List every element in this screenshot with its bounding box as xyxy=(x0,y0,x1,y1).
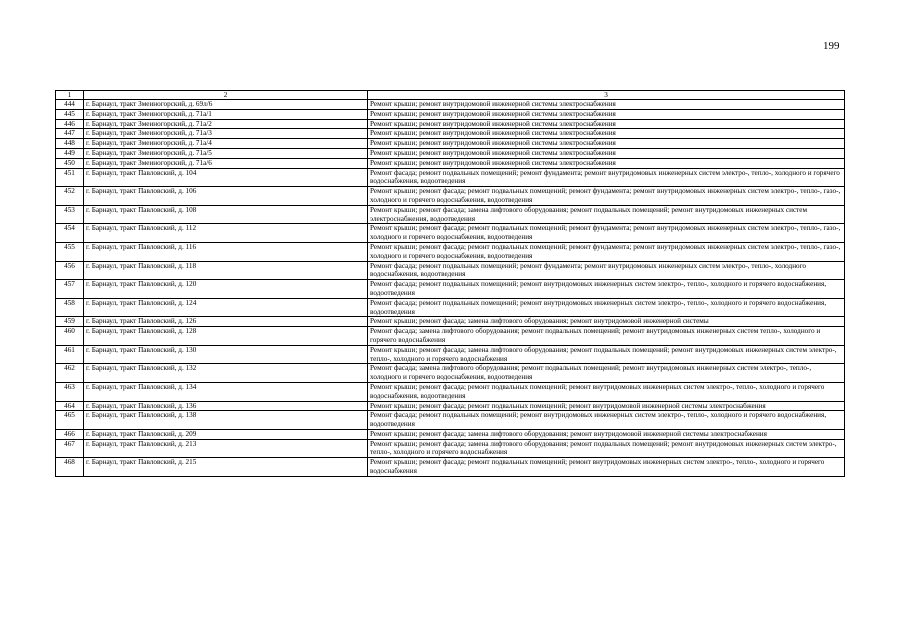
table-row xyxy=(56,345,845,364)
table-row xyxy=(56,129,845,139)
row-number-cell: 446 xyxy=(56,119,84,129)
row-address-cell: г. Барнаул, тракт Павловский, д. 112 xyxy=(84,224,368,243)
row-works-cell: Ремонт крыши; ремонт внутридомовой инженерной системы электроснабжения xyxy=(368,148,845,158)
row-number-cell: 459 xyxy=(56,317,84,327)
row-number-cell: 461 xyxy=(56,345,84,364)
table-row xyxy=(56,429,845,439)
row-number-cell: 449 xyxy=(56,148,84,158)
row-address-cell: г. Барнаул, тракт Павловский, д. 138 xyxy=(84,411,368,430)
row-address-cell: г. Барнаул, тракт Павловский, д. 116 xyxy=(84,242,368,261)
table-row xyxy=(56,280,845,299)
table-body xyxy=(56,100,845,477)
row-number-cell: 444 xyxy=(56,100,84,110)
row-number-cell: 462 xyxy=(56,364,84,383)
row-address-cell: г. Барнаул, тракт Павловский, д. 124 xyxy=(84,298,368,317)
row-address-cell: г. Барнаул, тракт Павловский, д. 118 xyxy=(84,261,368,280)
row-address-cell: г. Барнаул, тракт Павловский, д. 108 xyxy=(84,205,368,224)
row-address-cell: г. Барнаул, тракт Павловский, д. 126 xyxy=(84,317,368,327)
table-row xyxy=(56,242,845,261)
row-address-cell: г. Барнаул, тракт Павловский, д. 136 xyxy=(84,401,368,411)
row-works-cell: Ремонт крыши; ремонт фасада; замена лифтового оборудования; ремонт внутридомовой инженерной системы электроснабжения xyxy=(368,429,845,439)
row-address-cell: г. Барнаул, тракт Павловский, д. 106 xyxy=(84,187,368,206)
table-row xyxy=(56,382,845,401)
row-works-cell: Ремонт крыши; ремонт фасада; замена лифтового оборудования; ремонт внутридомовой инженерной системы xyxy=(368,317,845,327)
table-row xyxy=(56,109,845,119)
table-row xyxy=(56,100,845,110)
row-number-cell: 452 xyxy=(56,187,84,206)
table-row xyxy=(56,158,845,168)
row-address-cell: г. Барнаул, тракт Змеиногорский, д. 69л/6 xyxy=(84,100,368,110)
row-number-cell: 467 xyxy=(56,439,84,458)
row-address-cell: г. Барнаул, тракт Змеиногорский, д. 71а/6 xyxy=(84,158,368,168)
table-row xyxy=(56,139,845,149)
column-header-address: 2 xyxy=(84,91,368,100)
row-works-cell: Ремонт крыши; ремонт фасада; ремонт подвальных помещений; ремонт внутридомовой инженерной системы электроснабжения xyxy=(368,401,845,411)
table-row xyxy=(56,439,845,458)
row-works-cell: Ремонт крыши; ремонт фасада; ремонт подвальных помещений; ремонт внутридомовых инженерных систем электро-, тепло-, холодного и горячего водоснабжения, водоотведения xyxy=(368,382,845,401)
row-number-cell: 463 xyxy=(56,382,84,401)
row-number-cell: 466 xyxy=(56,429,84,439)
row-number-cell: 445 xyxy=(56,109,84,119)
table-row xyxy=(56,401,845,411)
column-header-works: 3 xyxy=(368,91,845,100)
table-row xyxy=(56,458,845,477)
table-row xyxy=(56,187,845,206)
row-number-cell: 465 xyxy=(56,411,84,430)
row-number-cell: 451 xyxy=(56,168,84,187)
table-row xyxy=(56,148,845,158)
row-address-cell: г. Барнаул, тракт Павловский, д. 134 xyxy=(84,382,368,401)
row-number-cell: 464 xyxy=(56,401,84,411)
row-works-cell: Ремонт фасада; замена лифтового оборудования; ремонт подвальных помещений; ремонт внутридомовых инженерных систем тепло-, холодного и горячего водоснабжения xyxy=(368,327,845,346)
row-works-cell: Ремонт фасада; замена лифтового оборудования; ремонт подвальных помещений; ремонт внутридомовых инженерных систем электро-, тепло-, холодного и горячего водоснабжения, водоотведения xyxy=(368,364,845,383)
row-works-cell: Ремонт крыши; ремонт фасада; ремонт подвальных помещений; ремонт фундамента; ремонт внутридомовых инженерных систем электро-, тепло-, газо-, холодного и горячего водоснабжения, водоотведения xyxy=(368,224,845,243)
row-address-cell: г. Барнаул, тракт Змеиногорский, д. 71а/3 xyxy=(84,129,368,139)
table-row xyxy=(56,298,845,317)
table-row xyxy=(56,261,845,280)
row-address-cell: г. Барнаул, тракт Павловский, д. 130 xyxy=(84,345,368,364)
row-address-cell: г. Барнаул, тракт Павловский, д. 213 xyxy=(84,439,368,458)
row-works-cell: Ремонт крыши; ремонт фасада; ремонт подвальных помещений; ремонт фундамента; ремонт внутридомовых инженерных систем электро-, тепло-, газо-, холодного и горячего водоснабжения, водоотведения xyxy=(368,187,845,206)
page-number: 199 xyxy=(823,40,840,52)
row-number-cell: 453 xyxy=(56,205,84,224)
row-number-cell: 450 xyxy=(56,158,84,168)
row-address-cell: г. Барнаул, тракт Змеиногорский, д. 71а/2 xyxy=(84,119,368,129)
table-row xyxy=(56,317,845,327)
row-number-cell: 455 xyxy=(56,242,84,261)
table-header-row xyxy=(56,91,845,100)
row-works-cell: Ремонт крыши; ремонт внутридомовой инженерной системы электроснабжения xyxy=(368,139,845,149)
table-row xyxy=(56,224,845,243)
works-table xyxy=(55,90,845,477)
row-number-cell: 457 xyxy=(56,280,84,299)
row-works-cell: Ремонт крыши; ремонт фасада; замена лифтового оборудования; ремонт подвальных помещений; ремонт внутридомовых инженерных систем электроснабжения, водоотведения xyxy=(368,205,845,224)
table-row xyxy=(56,205,845,224)
row-address-cell: г. Барнаул, тракт Змеиногорский, д. 71а/1 xyxy=(84,109,368,119)
row-number-cell: 458 xyxy=(56,298,84,317)
row-works-cell: Ремонт фасада; ремонт подвальных помещений; ремонт внутридомовых инженерных систем электро-, тепло-, холодного и горячего водоснабжения, водоотведения xyxy=(368,411,845,430)
row-works-cell: Ремонт крыши; ремонт фасада; ремонт подвальных помещений; ремонт внутридомовых инженерных систем электро-, тепло-, холодного и горячего водоснабжения xyxy=(368,458,845,477)
row-works-cell: Ремонт крыши; ремонт внутридомовой инженерной системы электроснабжения xyxy=(368,129,845,139)
row-number-cell: 468 xyxy=(56,458,84,477)
table-row xyxy=(56,411,845,430)
row-address-cell: г. Барнаул, тракт Павловский, д. 128 xyxy=(84,327,368,346)
row-works-cell: Ремонт фасада; ремонт подвальных помещений; ремонт фундамента; ремонт внутридомовых инженерных систем электро-, тепло-, холодного и горячего водоснабжения, водоотведения xyxy=(368,168,845,187)
row-address-cell: г. Барнаул, тракт Змеиногорский, д. 71а/4 xyxy=(84,139,368,149)
table-row xyxy=(56,364,845,383)
row-address-cell: г. Барнаул, тракт Павловский, д. 120 xyxy=(84,280,368,299)
row-number-cell: 456 xyxy=(56,261,84,280)
row-address-cell: г. Барнаул, тракт Павловский, д. 215 xyxy=(84,458,368,477)
row-works-cell: Ремонт фасада; ремонт подвальных помещений; ремонт внутридомовых инженерных систем электро-, тепло-, холодного и горячего водоснабжения, водоотведения xyxy=(368,298,845,317)
row-works-cell: Ремонт крыши; ремонт фасада; ремонт подвальных помещений; ремонт фундамента; ремонт внутридомовых инженерных систем электро-, тепло-, газо-, холодного и горячего водоснабжения, водоотведения xyxy=(368,242,845,261)
row-address-cell: г. Барнаул, тракт Павловский, д. 104 xyxy=(84,168,368,187)
column-header-number: 1 xyxy=(56,91,84,100)
table-row xyxy=(56,327,845,346)
table-row xyxy=(56,168,845,187)
row-number-cell: 454 xyxy=(56,224,84,243)
row-number-cell: 447 xyxy=(56,129,84,139)
row-works-cell: Ремонт крыши; ремонт внутридомовой инженерной системы электроснабжения xyxy=(368,109,845,119)
row-works-cell: Ремонт фасада; ремонт подвальных помещений; ремонт внутридомовых инженерных систем электро-, тепло-, холодного и горячего водоснабжения, водоотведения xyxy=(368,280,845,299)
row-works-cell: Ремонт крыши; ремонт фасада; замена лифтового оборудования; ремонт подвальных помещений; ремонт внутридомовых инженерных систем электро-, тепло-, холодного и горячего водоснабжения xyxy=(368,345,845,364)
row-number-cell: 448 xyxy=(56,139,84,149)
row-works-cell: Ремонт крыши; ремонт внутридомовой инженерной системы электроснабжения xyxy=(368,100,845,110)
row-works-cell: Ремонт крыши; ремонт внутридомовой инженерной системы электроснабжения xyxy=(368,158,845,168)
row-address-cell: г. Барнаул, тракт Павловский, д. 209 xyxy=(84,429,368,439)
row-works-cell: Ремонт крыши; ремонт внутридомовой инженерной системы электроснабжения xyxy=(368,119,845,129)
row-number-cell: 460 xyxy=(56,327,84,346)
row-address-cell: г. Барнаул, тракт Павловский, д. 132 xyxy=(84,364,368,383)
row-works-cell: Ремонт крыши; ремонт фасада; замена лифтового оборудования; ремонт подвальных помещений; ремонт внутридомовых инженерных систем электро-, тепло-, холодного и горячего водоснабжения xyxy=(368,439,845,458)
row-works-cell: Ремонт фасада; ремонт подвальных помещений; ремонт фундамента; ремонт внутридомовых инженерных систем электро-, тепло-, холодного водоснабжения, водоотведения xyxy=(368,261,845,280)
row-address-cell: г. Барнаул, тракт Змеиногорский, д. 71а/5 xyxy=(84,148,368,158)
table-row xyxy=(56,119,845,129)
